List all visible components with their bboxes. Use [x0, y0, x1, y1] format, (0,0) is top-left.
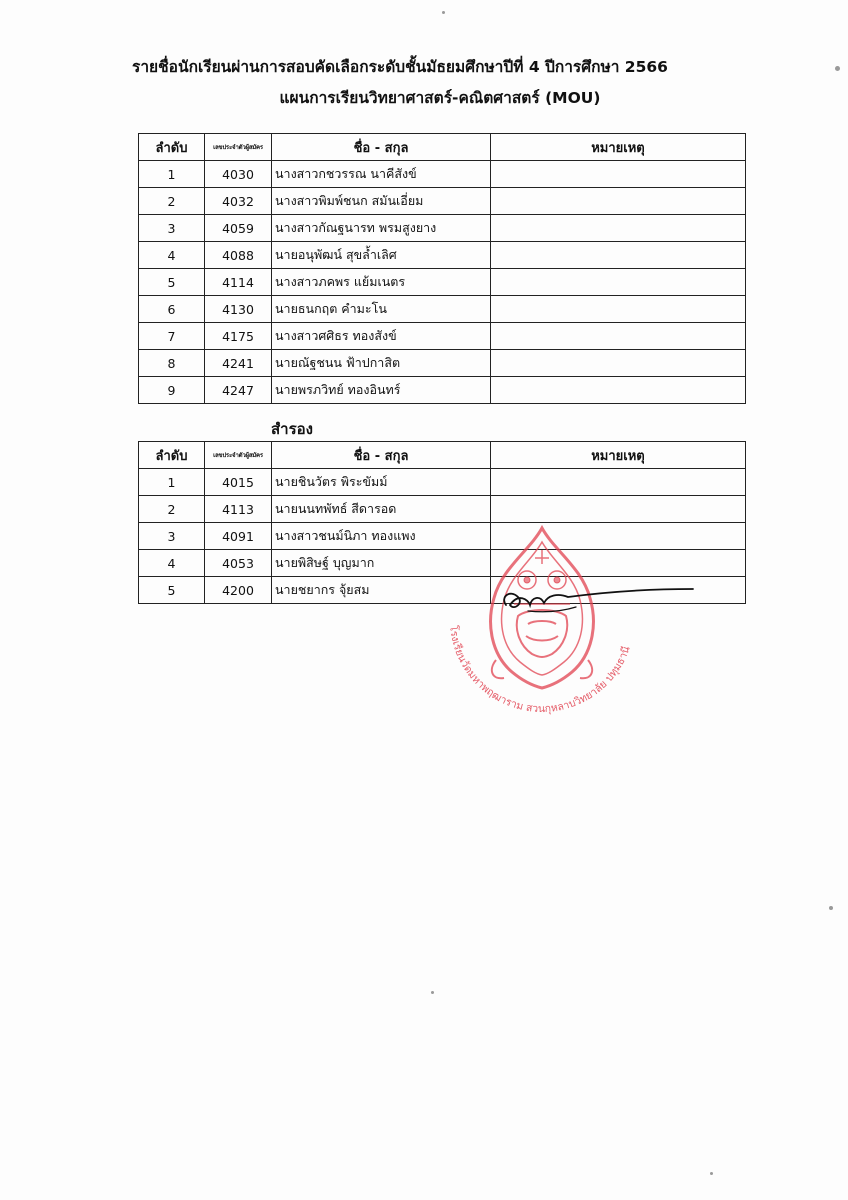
table-row: [139, 188, 746, 215]
table-header-row: [139, 134, 746, 161]
scan-speck: [829, 906, 833, 910]
row-number: 3: [139, 215, 205, 242]
row-number: 3: [139, 523, 205, 550]
application-number: 4200: [205, 577, 272, 604]
student-name: นางสาวชนม์นิภา ทองแพง: [272, 523, 491, 550]
scan-speck: [710, 1172, 713, 1175]
document-title: [0, 54, 800, 79]
student-name: นางสาวภคพร แย้มเนตร: [272, 269, 491, 296]
student-name: นายณัฐชนน ฟ้าปกาสิต: [272, 350, 491, 377]
application-number: 4032: [205, 188, 272, 215]
col-header-application-no: เลขประจำตัวผู้สมัคร: [205, 134, 272, 161]
col-header-no: ลำดับ: [139, 442, 205, 469]
remark-cell: [491, 377, 746, 404]
remark-cell: [491, 323, 746, 350]
student-name: นางสาวพิมพ์ชนก สมันเอี่ยม: [272, 188, 491, 215]
remark-cell: [491, 242, 746, 269]
remark-cell: [491, 296, 746, 323]
table-row: [139, 296, 746, 323]
col-header-application-no: เลขประจำตัวผู้สมัคร: [205, 442, 272, 469]
table-header-row: [139, 442, 746, 469]
seal-text: โรงเรียนวัดมหาพฤฒาราม สวนกุหลาบวิทยาลัย ปทุมธานี: [447, 624, 633, 716]
remark-cell: [491, 188, 746, 215]
student-name: นายชินวัตร พิระขัมม์: [272, 469, 491, 496]
table-row: [139, 377, 746, 404]
student-name: นายนนทพัทธ์ สีดารอด: [272, 496, 491, 523]
student-name: นางสาวกัณฐนารท พรมสูงยาง: [272, 215, 491, 242]
application-number: 4053: [205, 550, 272, 577]
row-number: 6: [139, 296, 205, 323]
student-name: นายพรภวิทย์ ทองอินทร์: [272, 377, 491, 404]
table-row: [139, 242, 746, 269]
reserve-heading: สำรอง: [271, 420, 313, 438]
application-number: 4091: [205, 523, 272, 550]
application-number: 4241: [205, 350, 272, 377]
remark-cell: [491, 350, 746, 377]
row-number: 2: [139, 496, 205, 523]
row-number: 5: [139, 577, 205, 604]
col-header-name: ชื่อ - สกุล: [272, 134, 491, 161]
col-header-remark: หมายเหตุ: [491, 442, 746, 469]
student-name: นายอนุพัฒน์ สุขล้ำเลิศ: [272, 242, 491, 269]
document-title-text: รายชื่อนักเรียนผ่านการสอบคัดเลือกระดับชั้นมัธยมศึกษาปีที่ 4 ปีการศึกษา 2566: [132, 58, 668, 76]
scan-speck: [431, 991, 434, 994]
handwritten-signature: [488, 575, 698, 625]
remark-cell: [491, 215, 746, 242]
document-subtitle: แผนการเรียนวิทยาศาสตร์-คณิตศาสตร์ (MOU): [279, 89, 601, 107]
scan-speck: [835, 66, 840, 71]
row-number: 8: [139, 350, 205, 377]
table-row: [139, 350, 746, 377]
scan-speck: [442, 11, 445, 14]
application-number: 4247: [205, 377, 272, 404]
row-number: 1: [139, 469, 205, 496]
application-number: 4088: [205, 242, 272, 269]
school-seal-stamp: [432, 520, 652, 730]
col-header-remark: หมายเหตุ: [491, 134, 746, 161]
table-row: [139, 269, 746, 296]
application-number: 4175: [205, 323, 272, 350]
row-number: 5: [139, 269, 205, 296]
table-row: [139, 496, 746, 523]
student-name: นางสาวศศิธร ทองสังข์: [272, 323, 491, 350]
student-name: นายธนกฤต คำมะโน: [272, 296, 491, 323]
application-number: 4015: [205, 469, 272, 496]
application-number: 4114: [205, 269, 272, 296]
student-name: นายพิสิษฐ์ บุญมาก: [272, 550, 491, 577]
row-number: 1: [139, 161, 205, 188]
remark-cell: [491, 161, 746, 188]
application-number: 4059: [205, 215, 272, 242]
row-number: 4: [139, 550, 205, 577]
remark-cell: [491, 469, 746, 496]
col-header-no: ลำดับ: [139, 134, 205, 161]
application-number: 4130: [205, 296, 272, 323]
row-number: 2: [139, 188, 205, 215]
row-number: 7: [139, 323, 205, 350]
table-row: [139, 323, 746, 350]
remark-cell: [491, 269, 746, 296]
row-number: 9: [139, 377, 205, 404]
table-row: [139, 469, 746, 496]
table-row: [139, 161, 746, 188]
main-list-table: [138, 133, 746, 404]
application-number: 4113: [205, 496, 272, 523]
student-name: นางสาวกชวรรณ นาคีสังข์: [272, 161, 491, 188]
application-number: 4030: [205, 161, 272, 188]
table-row: [139, 215, 746, 242]
col-header-name: ชื่อ - สกุล: [272, 442, 491, 469]
row-number: 4: [139, 242, 205, 269]
remark-cell: [491, 496, 746, 523]
student-name: นายชยากร จุ้ยสม: [272, 577, 491, 604]
